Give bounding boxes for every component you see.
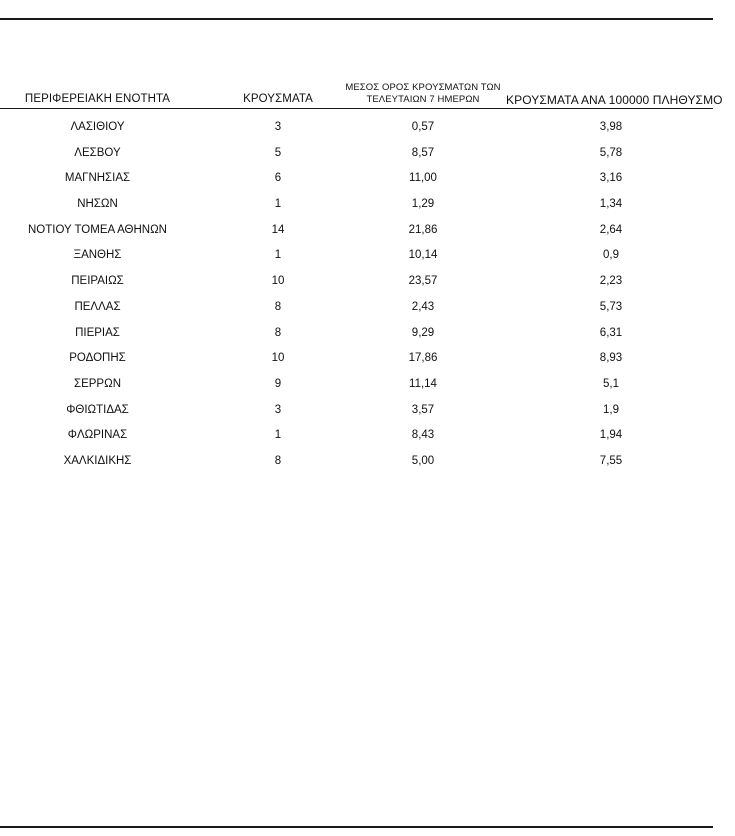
cell-region: ΣΕΡΡΩΝ	[73, 377, 122, 390]
cell-region: ΠΕΛΛΑΣ	[74, 300, 121, 313]
cell-seven-day-average: 17,86	[408, 352, 438, 365]
cell-cases-per-100k: 5,73	[599, 300, 623, 313]
cell-seven-day-average: 10,14	[408, 249, 438, 262]
table-body	[0, 114, 713, 474]
table-row	[0, 320, 713, 346]
cell-cases: 1	[274, 198, 282, 211]
header-region: ΠΕΡΙΦΕΡΕΙΑΚΗ ΕΝΟΤΗΤΑ	[24, 93, 171, 105]
cell-cases: 8	[274, 300, 282, 313]
cell-region: ΜΑΓΝΗΣΙΑΣ	[64, 172, 131, 185]
cell-cases-per-100k: 3,98	[599, 121, 623, 133]
cell-region: ΦΛΩΡΙΝΑΣ	[67, 429, 128, 442]
cell-region: ΞΑΝΘΗΣ	[73, 249, 122, 262]
table-row	[0, 371, 713, 397]
cell-cases-per-100k: 6,31	[599, 326, 623, 339]
cell-seven-day-average: 8,57	[411, 146, 435, 159]
cell-cases-per-100k: 5,1	[603, 377, 619, 390]
cell-region: ΠΙΕΡΙΑΣ	[75, 326, 120, 339]
cell-seven-day-average: 1,29	[411, 198, 435, 211]
cell-cases: 6	[274, 172, 282, 185]
cell-cases-per-100k: 1,34	[599, 198, 623, 211]
table-row	[0, 114, 713, 140]
table-row	[0, 448, 713, 474]
table-row	[0, 345, 713, 371]
cell-region: ΛΕΣΒΟΥ	[74, 146, 121, 159]
table-row	[0, 268, 713, 294]
cell-cases: 9	[274, 377, 282, 390]
cell-cases-per-100k: 5,78	[599, 146, 623, 159]
cell-region: ΝΟΤΙΟΥ ΤΟΜΕΑ ΑΘΗΝΩΝ	[28, 223, 167, 236]
table-row	[0, 217, 713, 243]
cell-seven-day-average: 5,00	[411, 454, 435, 467]
cell-cases: 5	[274, 146, 282, 159]
table-row	[0, 242, 713, 268]
bottom-rule	[0, 826, 713, 828]
cell-cases: 3	[274, 121, 282, 133]
cell-cases-per-100k: 2,23	[599, 275, 623, 288]
cell-seven-day-average: 0,57	[411, 121, 435, 133]
table-row	[0, 140, 713, 166]
cell-cases: 8	[274, 326, 282, 339]
header-seven-day-average: ΜΕΣΟΣ ΟΡΟΣ ΚΡΟΥΣΜΑΤΩΝ ΤΩΝ ΤΕΛΕΥΤΑΙΩΝ 7 ΗΜΕΡΩΝ	[345, 82, 501, 105]
cell-seven-day-average: 3,57	[411, 403, 435, 416]
table-row	[0, 191, 713, 217]
cell-seven-day-average: 11,14	[409, 377, 437, 390]
cell-cases-per-100k: 2,64	[599, 223, 623, 236]
cell-seven-day-average: 8,43	[411, 429, 435, 442]
cell-seven-day-average: 21,86	[408, 223, 438, 236]
cell-cases: 1	[274, 249, 282, 262]
table-row	[0, 165, 713, 191]
cell-region: ΡΟΔΟΠΗΣ	[69, 352, 126, 365]
cell-seven-day-average: 2,43	[411, 300, 435, 313]
cell-region: ΦΘΙΩΤΙΔΑΣ	[66, 403, 129, 416]
cell-region: ΛΑΣΙΘΙΟΥ	[70, 121, 125, 133]
top-rule	[0, 18, 713, 20]
header-cases: ΚΡΟΥΣΜΑΤΑ	[243, 93, 313, 105]
cell-cases-per-100k: 1,9	[603, 403, 619, 416]
cell-cases: 1	[274, 429, 282, 442]
cell-cases: 3	[274, 403, 282, 416]
table-row	[0, 422, 713, 448]
cell-cases-per-100k: 8,93	[599, 352, 623, 365]
cell-region: ΠΕΙΡΑΙΩΣ	[71, 275, 124, 288]
header-divider	[0, 108, 713, 109]
cell-cases-per-100k: 3,16	[599, 172, 623, 185]
cell-cases: 14	[271, 223, 285, 236]
cell-seven-day-average: 11,00	[409, 172, 437, 185]
cell-region: ΝΗΣΩΝ	[77, 198, 118, 211]
cell-cases: 10	[271, 352, 285, 365]
cell-seven-day-average: 9,29	[411, 326, 435, 339]
cell-cases-per-100k: 7,55	[599, 454, 623, 467]
cell-region: ΧΑΛΚΙΔΙΚΗΣ	[63, 454, 132, 467]
cell-seven-day-average: 23,57	[408, 275, 438, 288]
cell-cases-per-100k: 1,94	[599, 429, 623, 442]
cell-cases-per-100k: 0,9	[603, 249, 619, 262]
table-row	[0, 397, 713, 423]
header-cases-per-100k: ΚΡΟΥΣΜΑΤΑ ΑΝΑ 100000 ΠΛΗΘΥΣΜΟ	[506, 93, 723, 107]
cell-cases: 10	[271, 275, 285, 288]
cell-cases: 8	[274, 454, 282, 467]
table-row	[0, 294, 713, 320]
